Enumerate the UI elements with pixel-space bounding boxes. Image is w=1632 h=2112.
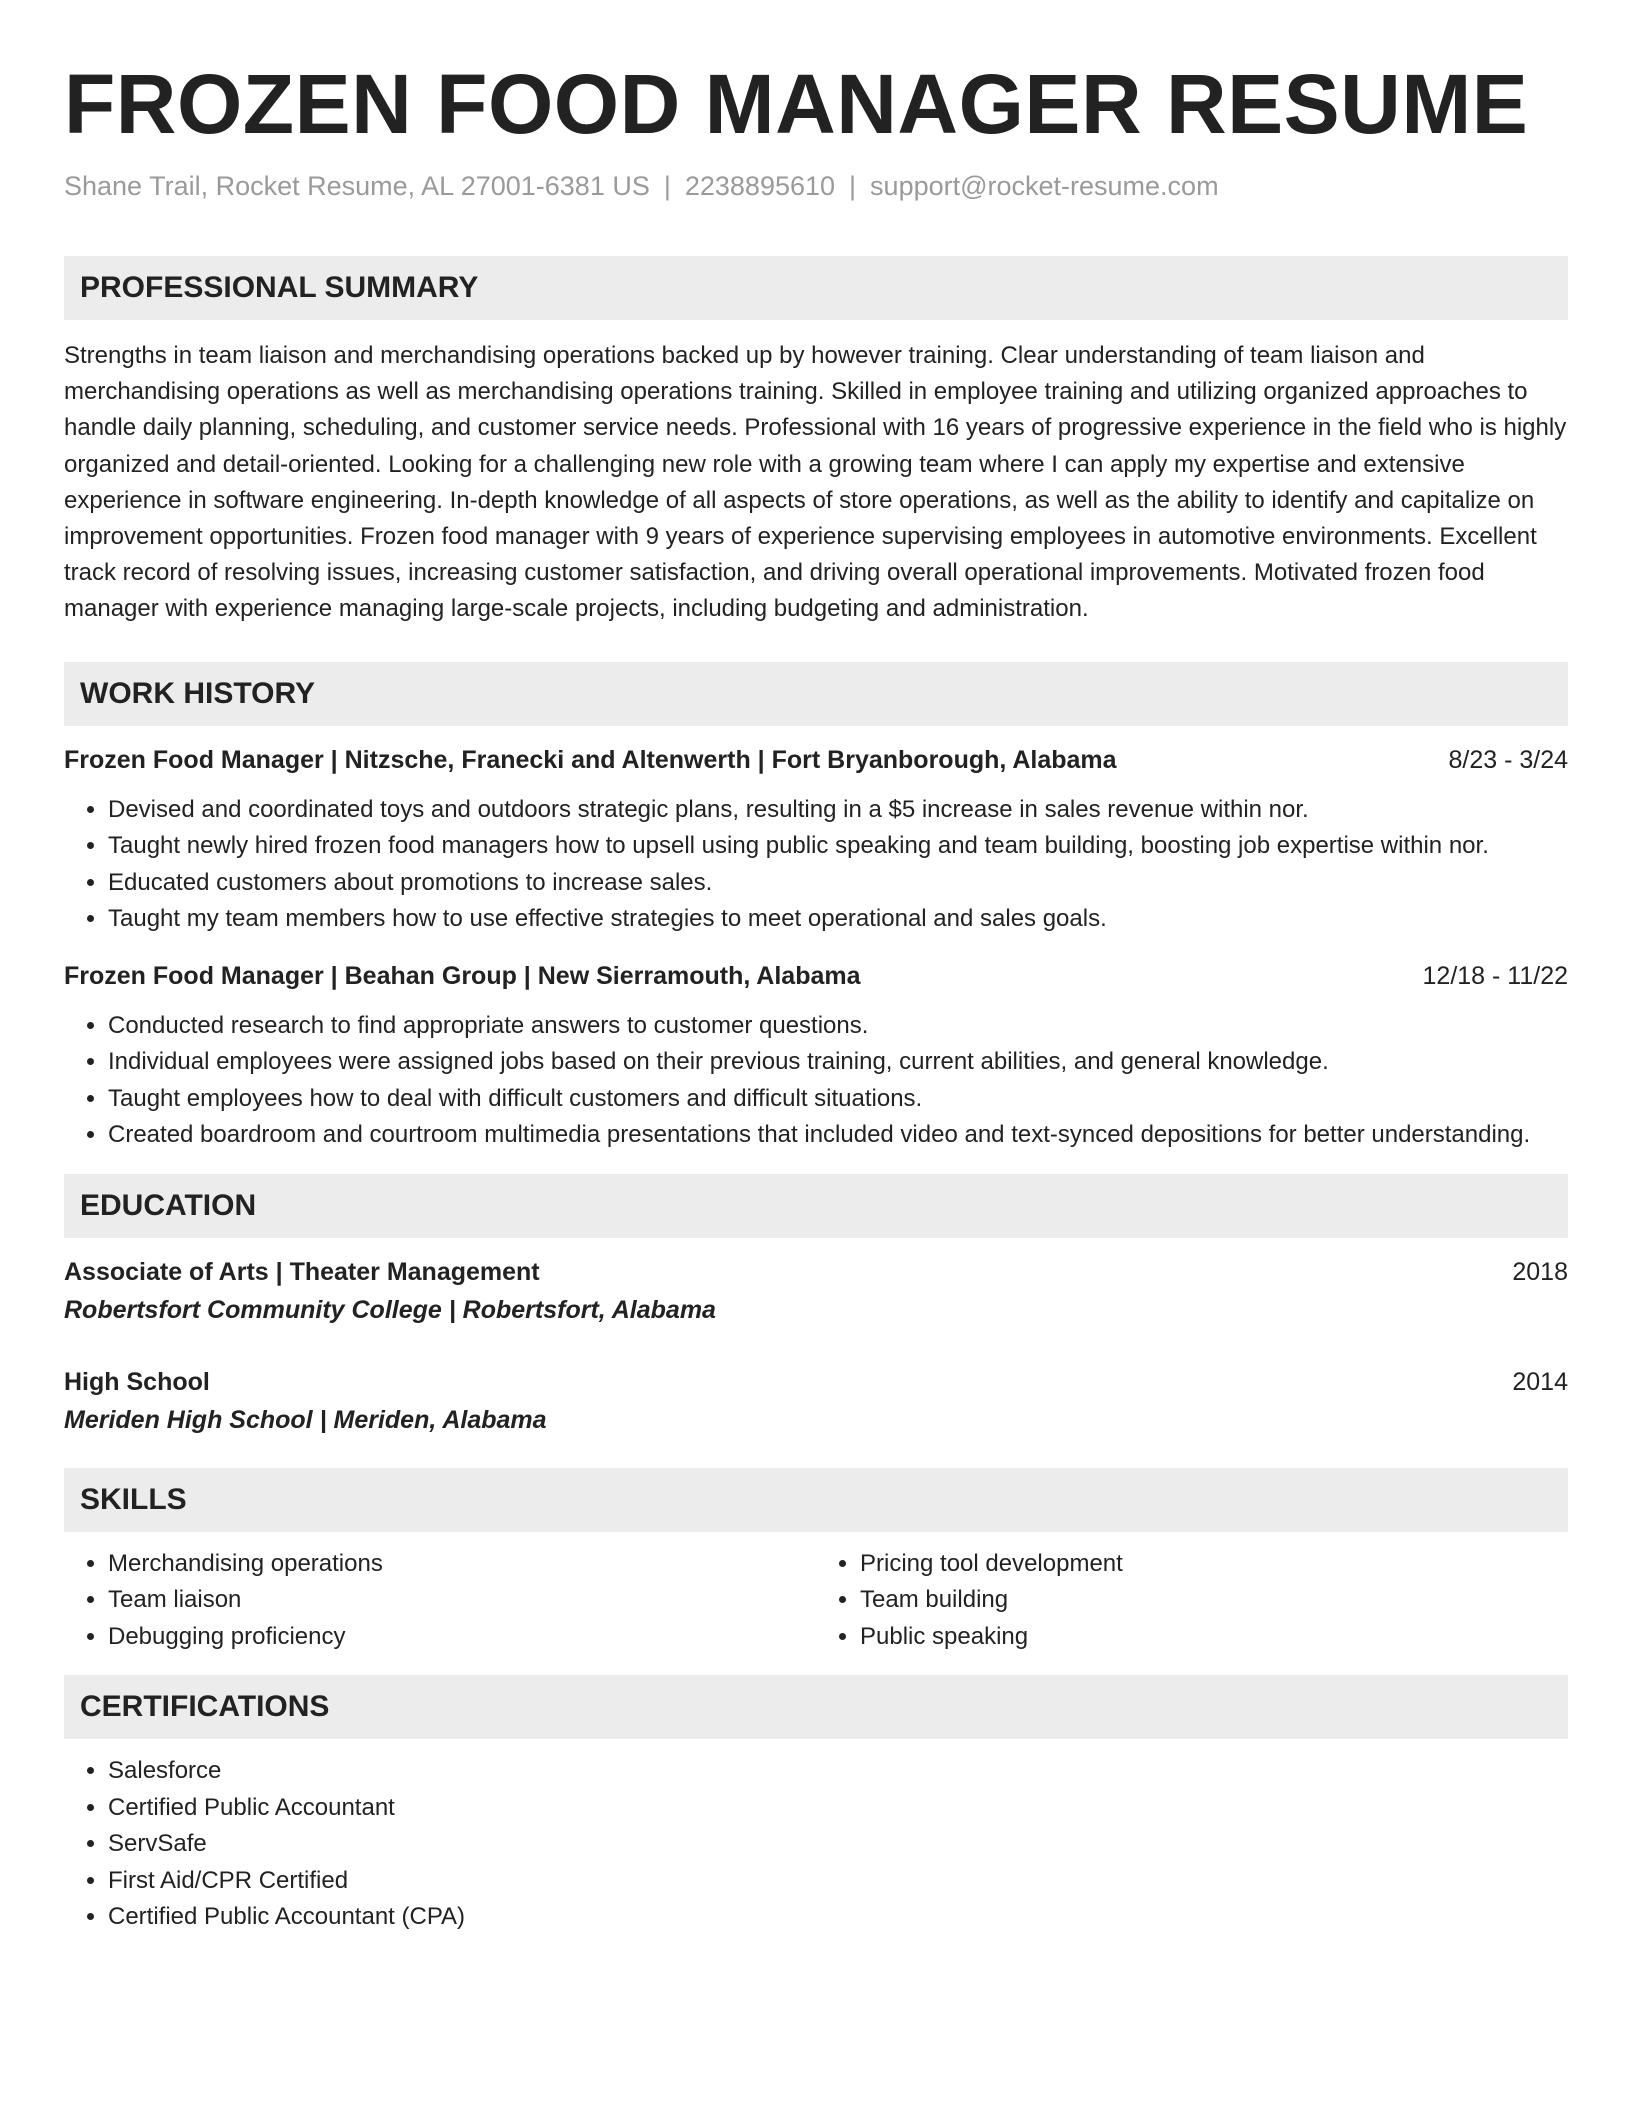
certification-item: • Salesforce bbox=[108, 1753, 1568, 1790]
contact-line bbox=[64, 168, 1568, 204]
education-header bbox=[64, 1364, 1568, 1400]
job-bullet: • Educated customers about promotions to increase sales. bbox=[108, 865, 1568, 902]
job-entry bbox=[64, 742, 1568, 938]
job-bullet: • Individual employees were assigned jobs based on their previous training, current abilities, and general knowledge. bbox=[108, 1044, 1568, 1081]
section-header-work-history: WORK HISTORY bbox=[64, 662, 1568, 726]
contact-address: Shane Trail, Rocket Resume, AL 27001-6381 US bbox=[64, 171, 650, 201]
education-year: 2014 bbox=[1512, 1367, 1568, 1396]
job-dates: 8/23 - 3/24 bbox=[1448, 745, 1568, 774]
education-year: 2018 bbox=[1512, 1257, 1568, 1286]
skill-item: • Team building bbox=[860, 1582, 1568, 1619]
summary-paragraph: Strengths in team liaison and merchandising operations backed up by however training. Clear understanding of team liaison and merchandising operations as well as merchandising operations training. Skilled in employee training and utilizing organized approaches to handle daily planning, scheduling, and customer service needs. Professional with 16 years of progressive experience in the field who is highly organized and detail-oriented. Looking for a challenging new role with a growing team where I can apply my expertise and extensive experience in software engineering. In-depth knowledge of all aspects of store operations, as well as the ability to identify and capitalize on improvement opportunities. Frozen food manager with 9 years of experience supervising employees in automotive environments. Excellent track record of resolving issues, increasing customer satisfaction, and driving overall operational improvements. Motivated frozen food manager with experience managing large-scale projects, including budgeting and administration. bbox=[64, 342, 1567, 623]
job-bullet: • Devised and coordinated toys and outdoors strategic plans, resulting in a $5 increase in sales revenue within nor. bbox=[108, 792, 1568, 829]
job-header bbox=[64, 742, 1568, 778]
job-bullet: • Taught employees how to deal with difficult customers and difficult situations. bbox=[108, 1081, 1568, 1118]
certifications-list bbox=[64, 1753, 1568, 1936]
section-header-skills: SKILLS bbox=[64, 1468, 1568, 1532]
job-bullet: • Taught my team members how to use effective strategies to meet operational and sales goals. bbox=[108, 901, 1568, 938]
certification-item: • ServSafe bbox=[108, 1826, 1568, 1863]
section-header-summary: PROFESSIONAL SUMMARY bbox=[64, 256, 1568, 320]
education-header bbox=[64, 1254, 1568, 1290]
skill-item: • Merchandising operations bbox=[108, 1546, 816, 1583]
skill-item: • Team liaison bbox=[108, 1582, 816, 1619]
education-school: Meriden High School | Meriden, Alabama bbox=[64, 1405, 547, 1434]
section-header-education: EDUCATION bbox=[64, 1174, 1568, 1238]
job-dates: 12/18 - 11/22 bbox=[1422, 961, 1568, 990]
job-bullet: • Conducted research to find appropriate answers to customer questions. bbox=[108, 1008, 1568, 1045]
job-bullets bbox=[64, 1008, 1568, 1154]
skill-item: • Pricing tool development bbox=[860, 1546, 1568, 1583]
skill-item: • Debugging proficiency bbox=[108, 1619, 816, 1656]
education-entry bbox=[64, 1254, 1568, 1330]
section-header-certifications: CERTIFICATIONS bbox=[64, 1675, 1568, 1739]
contact-phone: 2238895610 bbox=[684, 171, 836, 201]
job-entry bbox=[64, 958, 1568, 1154]
job-bullet: • Taught newly hired frozen food managers how to upsell using public speaking and team building, boosting job expertise within nor. bbox=[108, 828, 1568, 865]
certification-item: • Certified Public Accountant (CPA) bbox=[108, 1899, 1568, 1936]
education-degree: High School bbox=[64, 1367, 210, 1396]
job-bullets bbox=[64, 792, 1568, 938]
education-entry bbox=[64, 1364, 1568, 1440]
job-title: Frozen Food Manager | Nitzsche, Franecki and Altenwerth | Fort Bryanborough, Alabama bbox=[64, 745, 1117, 774]
job-header bbox=[64, 958, 1568, 994]
skills-column-left bbox=[64, 1546, 816, 1656]
resume-title: FROZEN FOOD MANAGER RESUME bbox=[64, 57, 1529, 151]
skills-column-right bbox=[816, 1546, 1568, 1656]
job-bullet: • Created boardroom and courtroom multimedia presentations that included video and text-synced depositions for better understanding. bbox=[108, 1117, 1568, 1154]
contact-separator: | bbox=[663, 171, 671, 201]
skills-grid bbox=[64, 1546, 1568, 1656]
contact-separator: | bbox=[849, 171, 857, 201]
education-degree: Associate of Arts | Theater Management bbox=[64, 1257, 540, 1286]
job-title: Frozen Food Manager | Beahan Group | New Sierramouth, Alabama bbox=[64, 961, 861, 990]
education-school: Robertsfort Community College | Robertsfort, Alabama bbox=[64, 1295, 716, 1324]
certification-item: • First Aid/CPR Certified bbox=[108, 1863, 1568, 1900]
contact-email: support@rocket-resume.com bbox=[870, 171, 1219, 201]
certification-item: • Certified Public Accountant bbox=[108, 1790, 1568, 1827]
skill-item: • Public speaking bbox=[860, 1619, 1568, 1656]
